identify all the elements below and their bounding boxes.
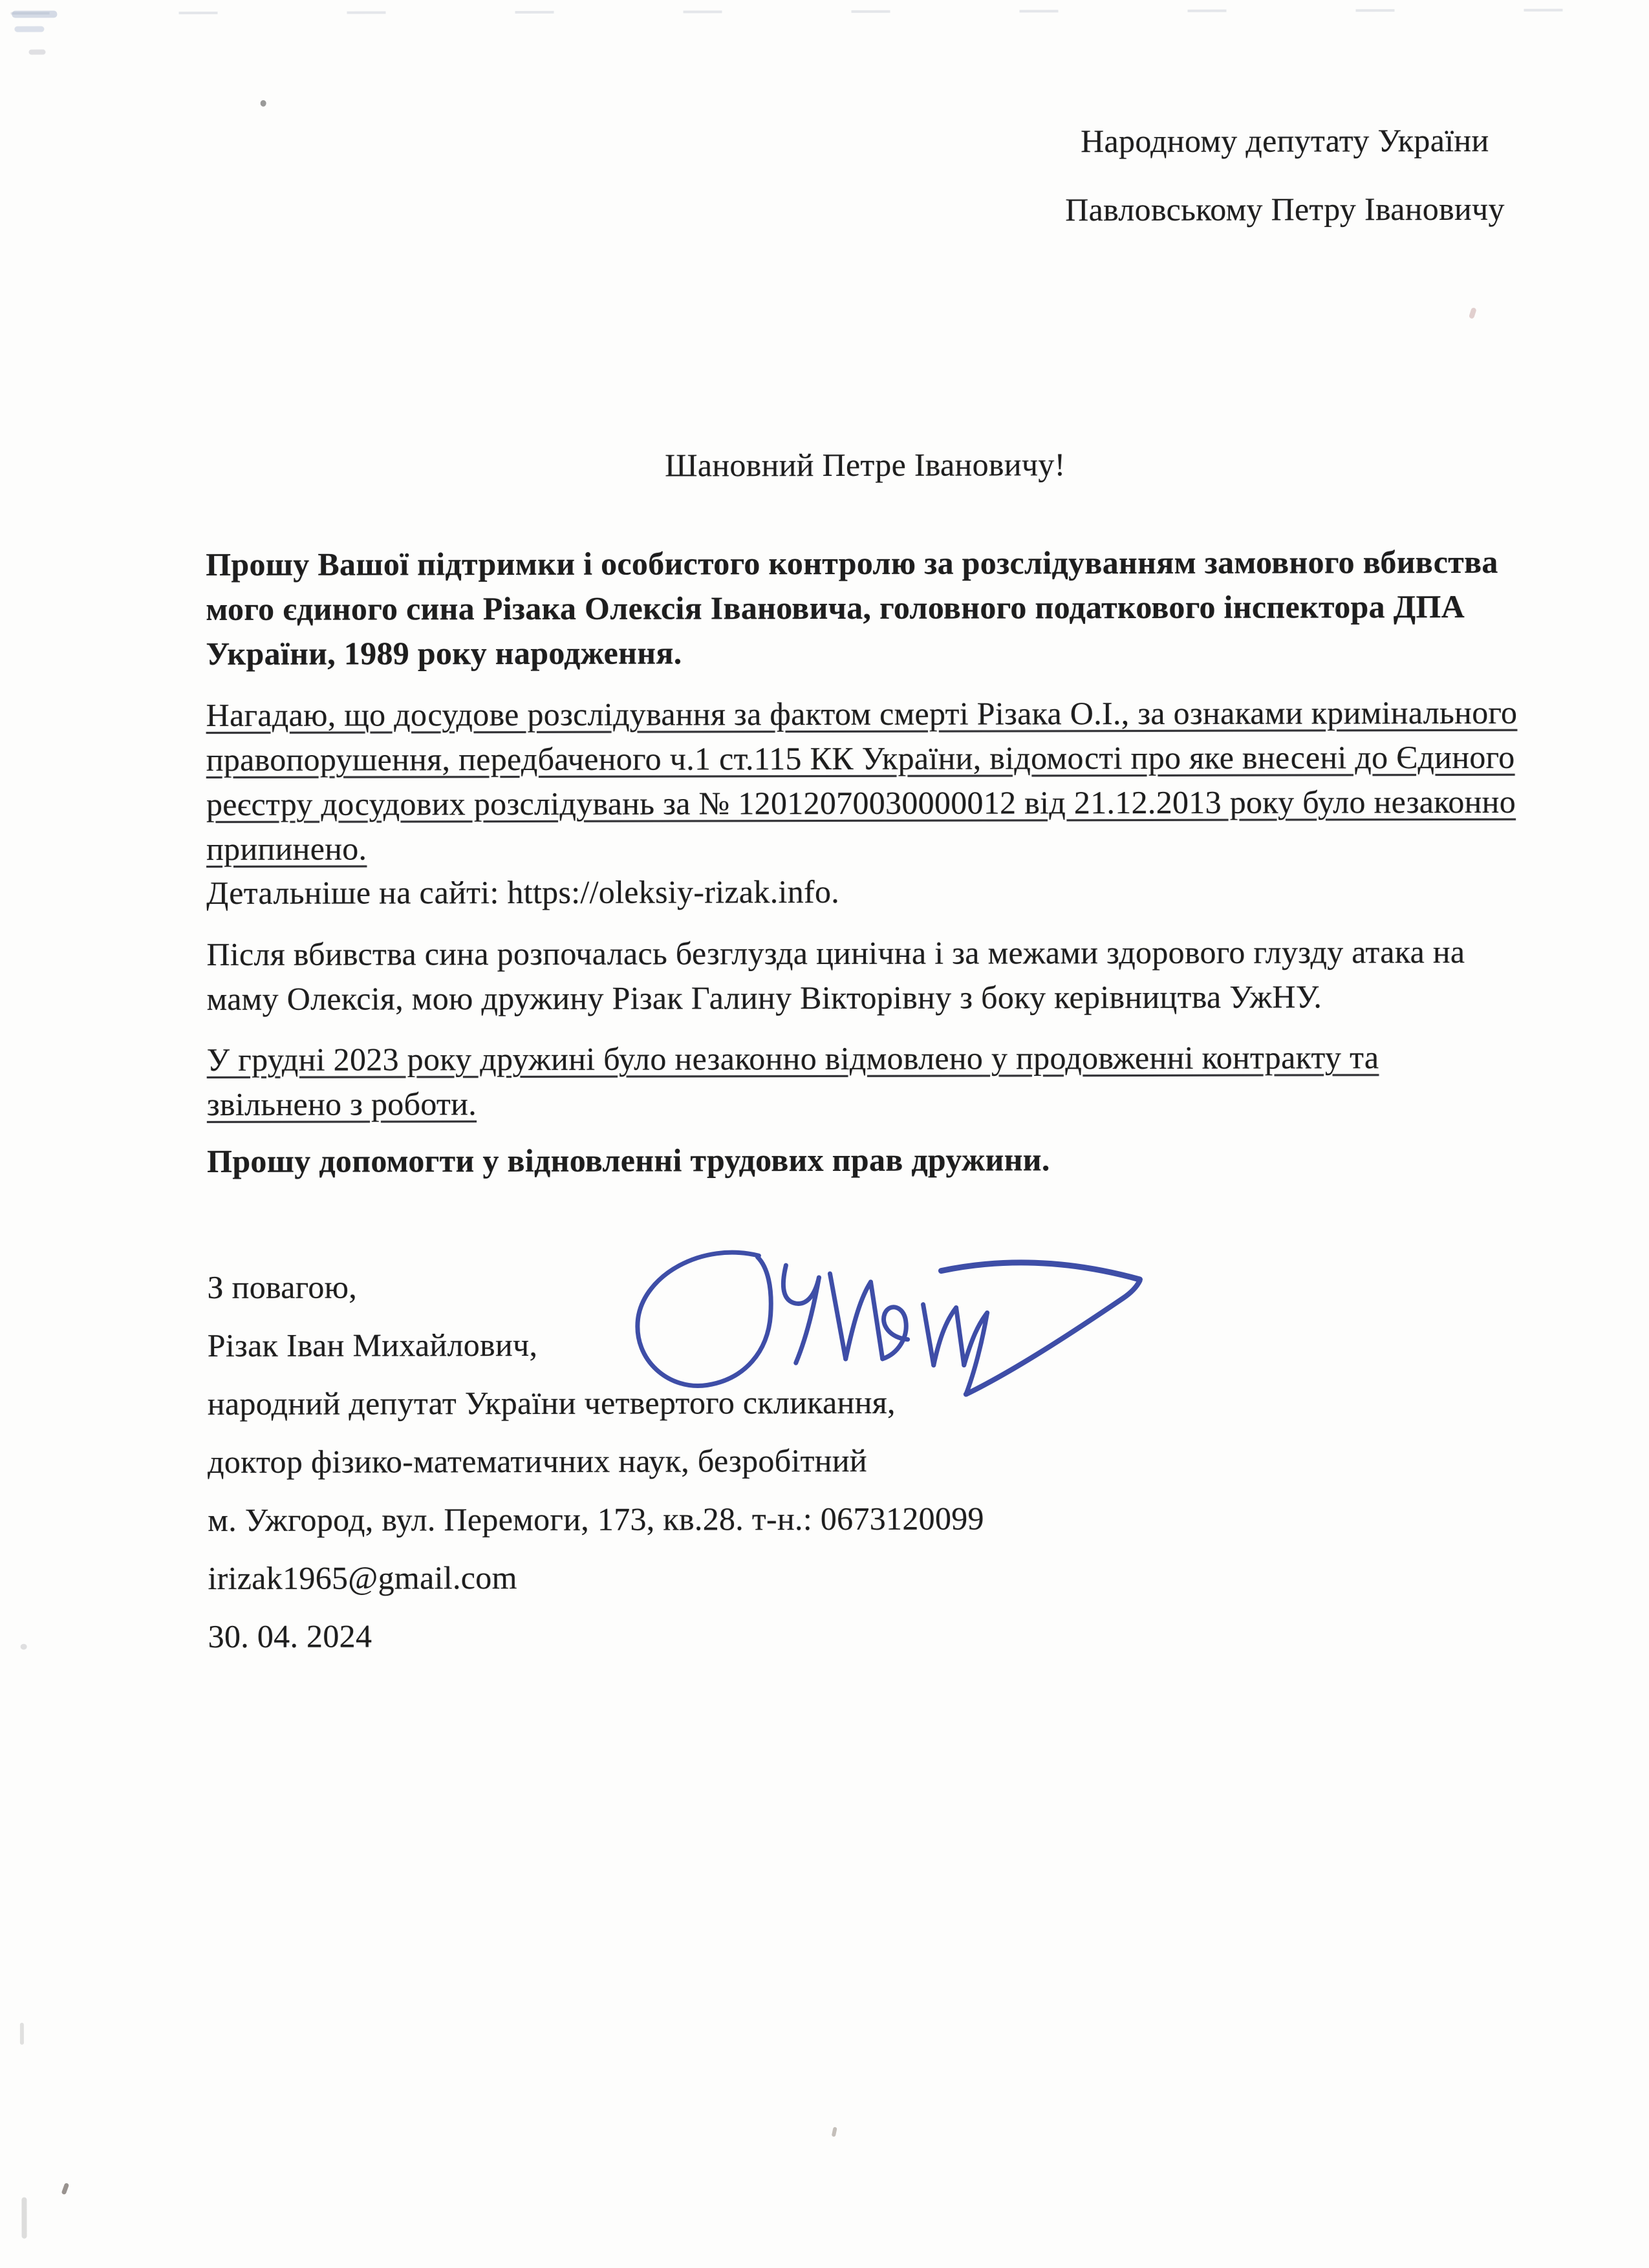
paragraph-line xyxy=(206,734,1648,782)
paragraph-line: України, 1989 року народження. xyxy=(206,634,682,672)
recipient-line-1: Народному депутату України xyxy=(1081,122,1489,160)
paragraph-line: Після вбивства сина розпочалась безглузда цинічна і за межами здорового глузду атака на xyxy=(206,933,1465,973)
underlined-text: Нагадаю, що досудове розслідування за фактом смерті Різака О.І., за ознаками кримінального xyxy=(206,694,1518,734)
paragraph-line xyxy=(206,824,1648,872)
closing-date: 30. 04. 2024 xyxy=(208,1618,372,1654)
paragraph-case-closed-reminder xyxy=(206,690,1649,872)
closing-regards: З повагою, xyxy=(207,1268,358,1305)
scan-artifact xyxy=(20,2023,24,2045)
scan-artifact xyxy=(21,1644,27,1650)
closing-email: irizak1965@gmail.com xyxy=(208,1559,517,1596)
scan-artifact xyxy=(21,2198,27,2239)
paragraph-murder-investigation-request xyxy=(206,539,1648,676)
closing-author-degree: доктор фізико-математичних наук, безробітний xyxy=(208,1442,867,1480)
paragraph-attack-on-wife xyxy=(206,929,1648,1022)
paragraph-website-reference xyxy=(206,868,1648,915)
closing-author-name: Різак Іван Михайлович, xyxy=(207,1326,538,1364)
scan-artifact xyxy=(61,2183,70,2195)
paragraph-line: Прошу допомогти у відновленні трудових прав дружини. xyxy=(207,1141,1050,1179)
paragraph-line: мого єдиного сина Різака Олексія Івановича, головного податкового інспектора ДПА xyxy=(206,588,1465,628)
salutation: Шановний Петре Івановичу! xyxy=(665,446,1066,484)
scan-artifact-top-edge xyxy=(10,8,1633,14)
paragraph-line: маму Олексія, мою дружину Різак Галину Вікторівну з боку керівництва УжНУ. xyxy=(206,978,1322,1018)
scan-artifact xyxy=(28,50,45,55)
scan-artifact xyxy=(832,2127,837,2137)
paragraph-contract-dismissal xyxy=(207,1034,1649,1127)
underlined-text: реєстру досудових розслідувань за № 12012070030000012 від 21.12.2013 року було незаконно xyxy=(206,783,1516,823)
paragraph-help-request xyxy=(207,1136,1649,1184)
underlined-text: правопорушення, передбаченого ч.1 ст.115 КК України, відомості про яке внесені до Єдиного xyxy=(206,738,1515,778)
recipient-line-2: Павловському Петру Івановичу xyxy=(1065,190,1505,228)
paragraph-line xyxy=(206,779,1648,827)
closing-address-phone: м. Ужгород, вул. Перемоги, 173, кв.28. т-н.: 0673120099 xyxy=(208,1500,984,1538)
recipient-block xyxy=(1046,106,1524,244)
paragraph-line xyxy=(207,1079,1649,1127)
paragraph-line: Прошу Вашої підтримки і особистого контролю за розслідуванням замовного вбивства xyxy=(206,543,1498,583)
scan-artifact xyxy=(1469,307,1477,319)
scan-artifact xyxy=(12,10,57,17)
website-url-text: Детальніше на сайті: https://oleksiy-rizak.info. xyxy=(206,873,840,912)
closing-author-title: народний депутат України четвертого скликання, xyxy=(207,1384,896,1422)
scan-artifact xyxy=(14,27,44,32)
scan-artifact xyxy=(261,100,266,107)
underlined-text: припинено. xyxy=(206,830,367,868)
handwritten-signature xyxy=(605,1236,1148,1398)
underlined-text: звільнено з роботи. xyxy=(206,1086,477,1123)
underlined-text: У грудні 2023 року дружині було незаконно відмовлено у продовженні контракту та xyxy=(206,1039,1379,1078)
paragraph-line xyxy=(207,1034,1649,1082)
paragraph-line xyxy=(206,690,1648,738)
